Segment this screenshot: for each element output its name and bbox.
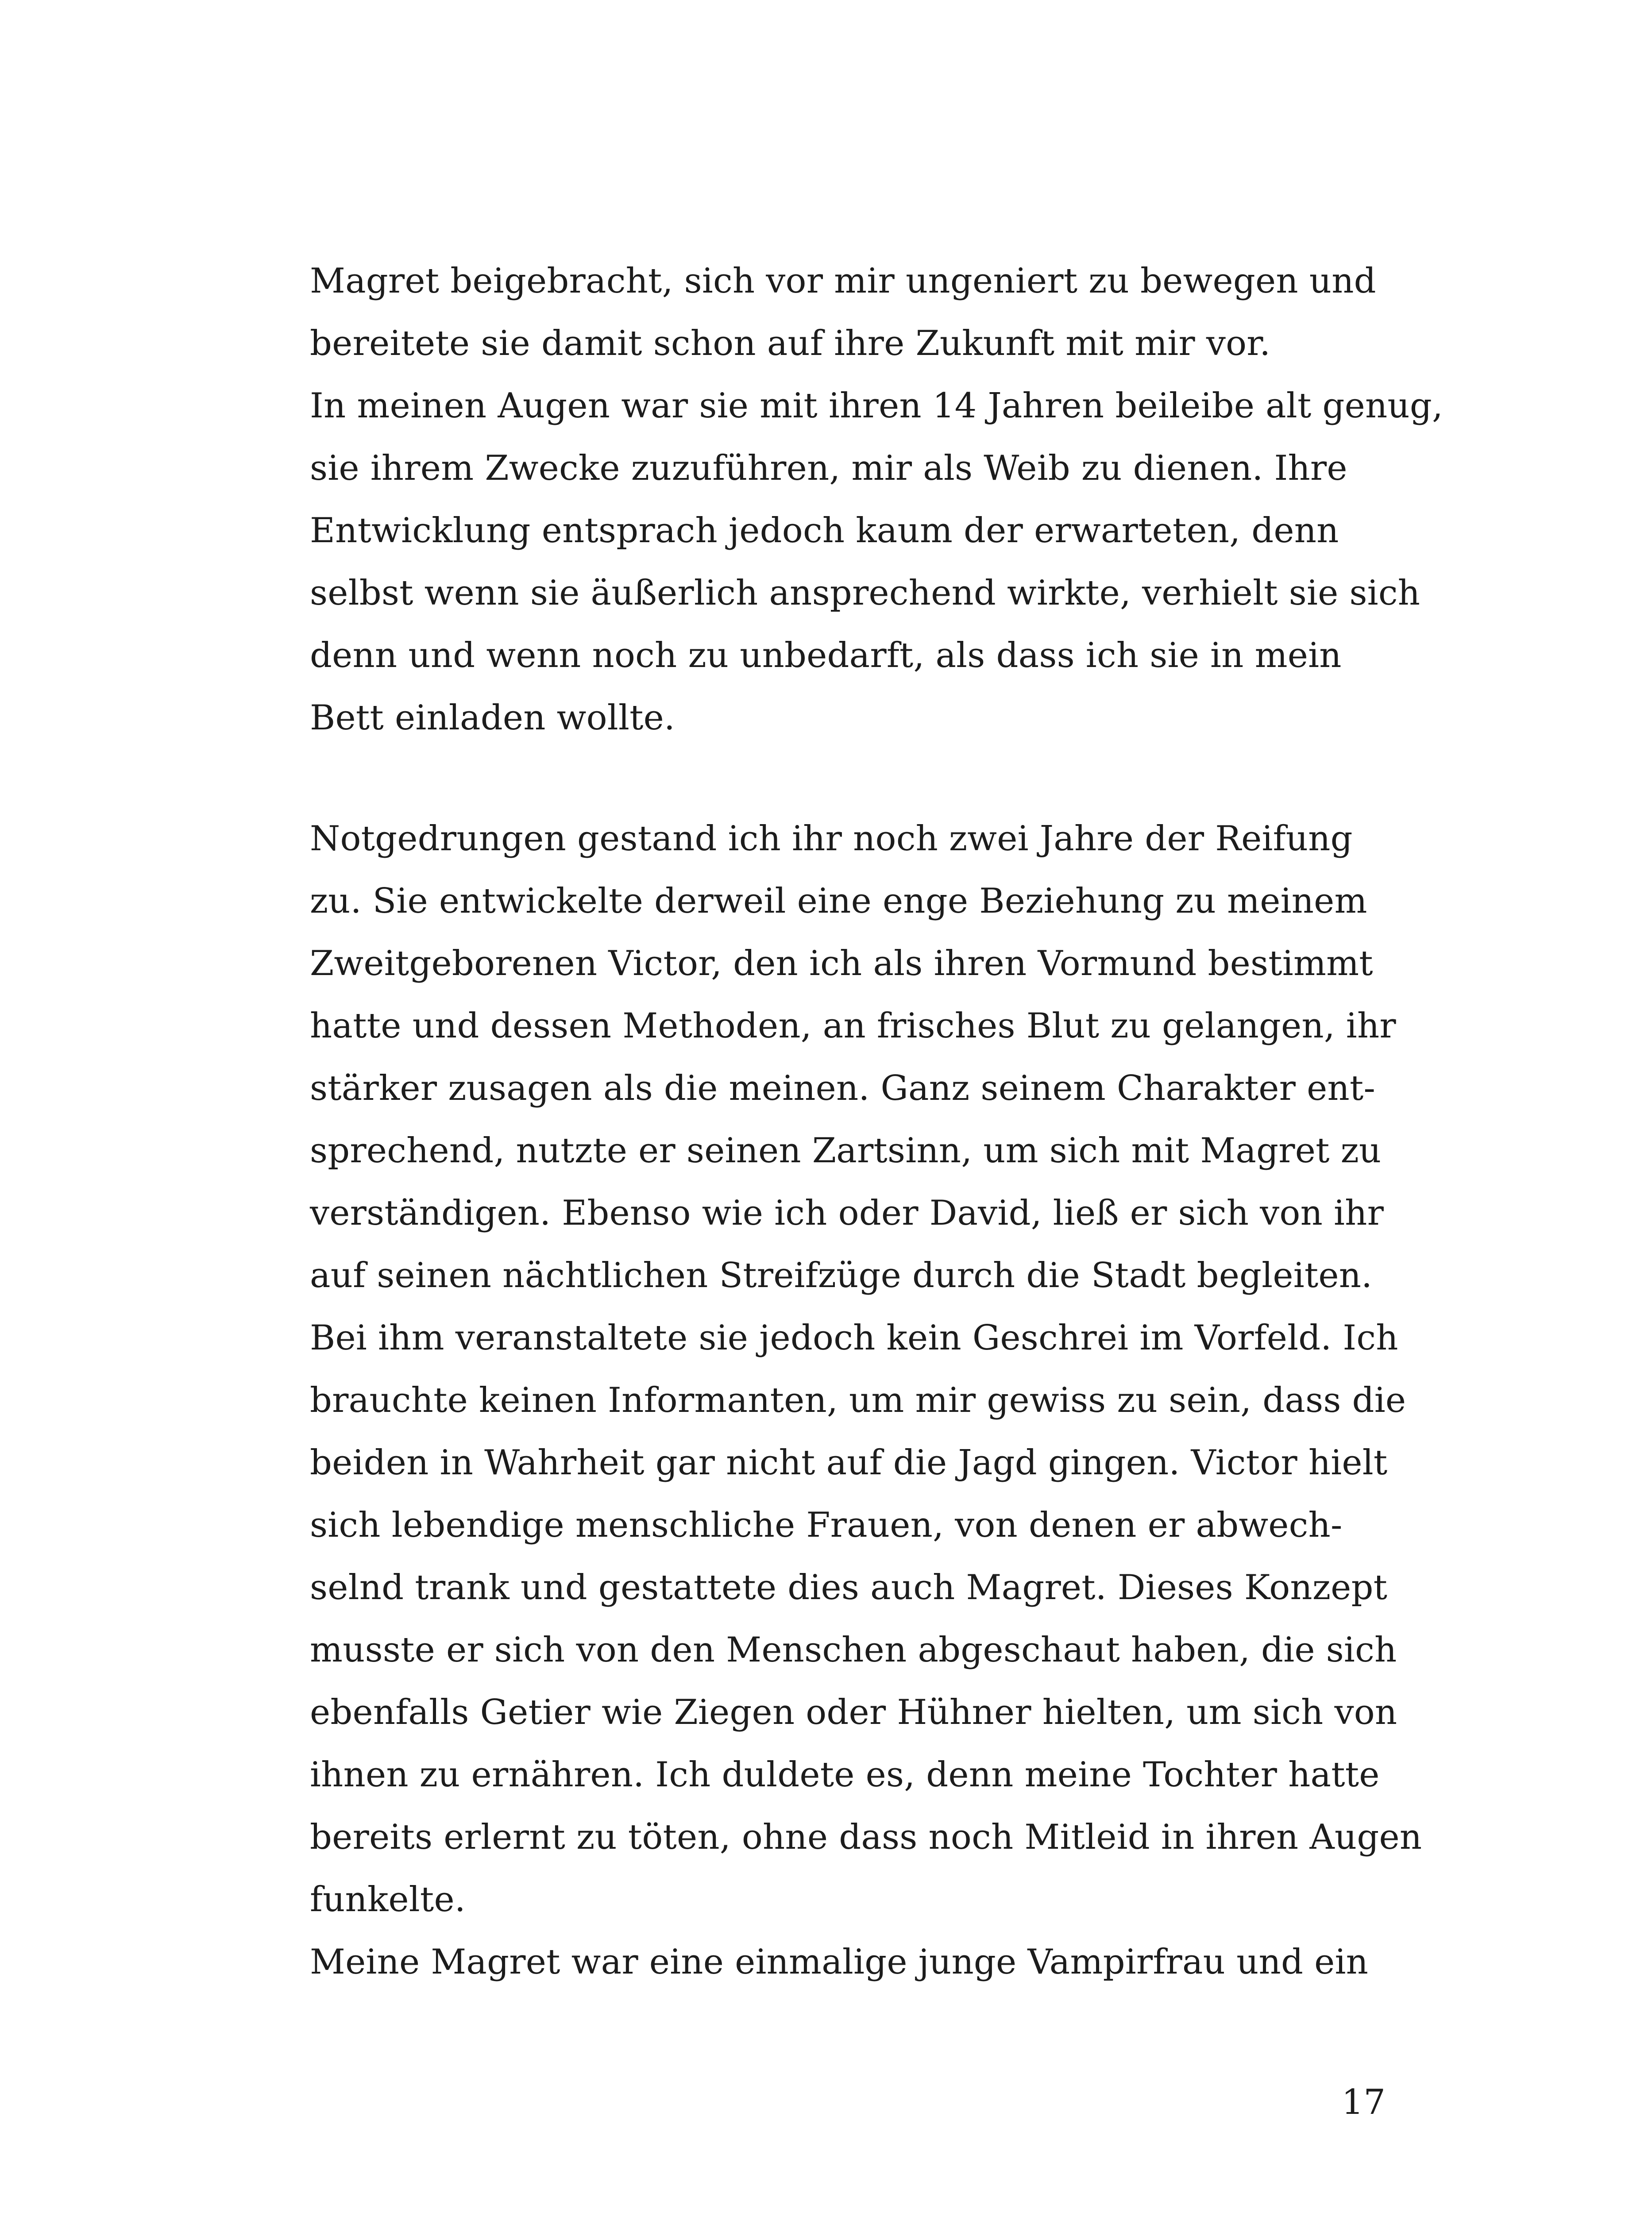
text-line: Entwicklung entsprach jedoch kaum der erwarteten, denn [310,511,1339,551]
page-number: 17 [1341,2082,1386,2122]
text-line: auf seinen nächtlichen Streifzüge durch die Stadt begleiten. [310,1256,1373,1295]
text-line: zu. Sie entwickelte derweil eine enge Beziehung zu meinem [310,881,1367,921]
text-line: ebenfalls Getier wie Ziegen oder Hühner hielten, um sich von [310,1693,1397,1732]
text-line: bereits erlernt zu töten, ohne dass noch Mitleid in ihren Augen [310,1817,1422,1857]
text-line: sich lebendige menschliche Frauen, von denen er abwech- [310,1505,1343,1545]
text-line: verständigen. Ebenso wie ich oder David, ließ er sich von ihr [310,1193,1384,1233]
text-line: sie ihrem Zwecke zuzuführen, mir als Weib zu dienen. Ihre [310,448,1347,488]
text-line: Notgedrungen gestand ich ihr noch zwei Jahre der Reifung [310,819,1353,859]
text-line: denn und wenn noch zu unbedarft, als dass ich sie in mein [310,636,1342,675]
text-line: beiden in Wahrheit gar nicht auf die Jagd gingen. Victor hielt [310,1443,1388,1483]
text-line: In meinen Augen war sie mit ihren 14 Jahren beileibe alt genug, [310,386,1443,426]
text-line: Zweitgeborenen Victor, den ich als ihren Vormund bestimmt [310,944,1373,983]
text-line: brauchte keinen Informanten, um mir gewiss zu sein, dass die [310,1380,1406,1420]
text-line: stärker zusagen als die meinen. Ganz seinem Charakter ent- [310,1068,1376,1108]
paragraph-1 [310,250,1443,749]
text-line: selnd trank und gestattete dies auch Magret. Dieses Konzept [310,1568,1388,1608]
text-line: musste er sich von den Menschen abgeschaut haben, die sich [310,1630,1397,1670]
text-line: ihnen zu ernähren. Ich duldete es, denn meine Tochter hatte [310,1755,1380,1795]
text-line: bereitete sie damit schon auf ihre Zukunft mit mir vor. [310,324,1271,363]
text-line: Meine Magret war eine einmalige junge Vampirfrau und ein [310,1942,1369,1982]
text-line: hatte und dessen Methoden, an frisches Blut zu gelangen, ihr [310,1006,1396,1046]
text-line: selbst wenn sie äußerlich ansprechend wirkte, verhielt sie sich [310,573,1420,613]
text-line: Bett einladen wollte. [310,698,675,738]
text-line: Bei ihm veranstaltete sie jedoch kein Geschrei im Vorfeld. Ich [310,1318,1398,1358]
text-line: sprechend, nutzte er seinen Zartsinn, um sich mit Magret zu [310,1131,1382,1171]
text-line: funkelte. [310,1880,466,1920]
text-line: Magret beigebracht, sich vor mir ungeniert zu bewegen und [310,261,1376,301]
paragraph-2 [310,808,1422,1993]
